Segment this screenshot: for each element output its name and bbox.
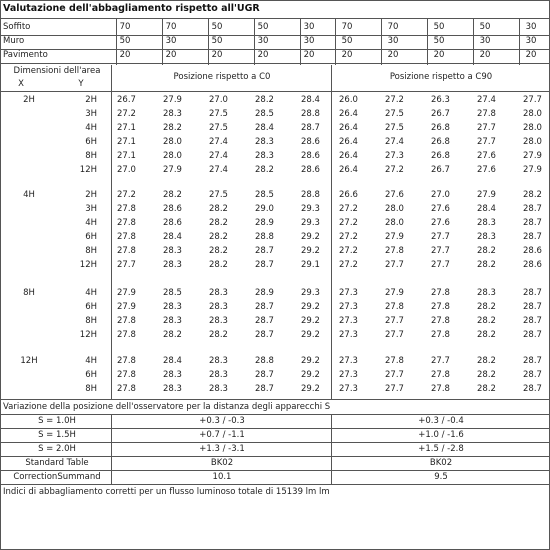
ugr-value-c90: 27.7: [385, 370, 404, 380]
reflectance-value: 30: [479, 36, 491, 46]
rule-reflectance-col: [162, 18, 163, 65]
rule-reflectance-col: [300, 18, 301, 65]
ugr-value-c0: 28.7: [301, 123, 320, 133]
ugr-value-c90: 28.0: [523, 109, 542, 119]
reflectance-value: 20: [433, 50, 445, 60]
ugr-value-c0: 28.8: [301, 109, 320, 119]
reflectance-label: Muro: [3, 36, 25, 46]
ugr-value-c0: 27.0: [117, 165, 136, 175]
ugr-value-c0: 28.3: [163, 246, 182, 256]
ugr-value-c0: 28.2: [163, 123, 182, 133]
dims-header: Dimensioni dell'area: [13, 66, 101, 76]
y-header: Y: [78, 79, 84, 89]
rule-reflectance-col: [427, 18, 428, 65]
ugr-value-c0: 28.4: [163, 232, 182, 242]
ugr-value-c0: 29.3: [301, 218, 320, 228]
ugr-value-c0: 28.4: [255, 123, 274, 133]
reflectance-value: 20: [211, 50, 223, 60]
reflectance-value: 50: [341, 36, 353, 46]
reflectance-value: 20: [387, 50, 399, 60]
ugr-value-c90: 27.6: [431, 204, 450, 214]
ugr-value-c90: 27.6: [477, 165, 496, 175]
ugr-value-c0: 28.7: [255, 246, 274, 256]
reflectance-value: 50: [479, 22, 491, 32]
ugr-value-c90: 28.7: [523, 330, 542, 340]
rule-top: [1, 18, 549, 19]
reflectance-value: 70: [119, 22, 131, 32]
ugr-value-c90: 28.2: [477, 356, 496, 366]
ugr-value-c0: 27.2: [117, 190, 136, 200]
ugr-value-c90: 28.2: [477, 316, 496, 326]
reflectance-value: 50: [433, 22, 445, 32]
ugr-value-c90: 26.4: [339, 151, 358, 161]
ugr-value-c0: 27.1: [117, 151, 136, 161]
ugr-value-c90: 28.7: [523, 232, 542, 242]
ugr-value-c0: 28.8: [301, 190, 320, 200]
ugr-value-c90: 28.2: [477, 370, 496, 380]
ugr-value-c0: 27.8: [117, 204, 136, 214]
ugr-value-c0: 28.3: [255, 137, 274, 147]
rule-reflectance-col: [116, 18, 117, 65]
rule-reflectance-col: [381, 18, 382, 65]
reflectance-value: 50: [211, 36, 223, 46]
ugr-value-c90: 27.9: [385, 232, 404, 242]
ugr-value-c0: 27.0: [209, 95, 228, 105]
ugr-value-c90: 28.7: [523, 370, 542, 380]
ugr-value-c90: 26.8: [431, 151, 450, 161]
ugr-value-c90: 27.7: [385, 260, 404, 270]
ugr-value-c90: 27.2: [385, 95, 404, 105]
group-x: 8H: [23, 288, 35, 298]
ugr-value-c90: 27.5: [385, 109, 404, 119]
ugr-value-c90: 28.7: [523, 218, 542, 228]
ugr-value-c0: 28.2: [209, 260, 228, 270]
ugr-value-c0: 29.3: [301, 288, 320, 298]
ugr-value-c0: 27.8: [117, 232, 136, 242]
ugr-value-c0: 27.8: [117, 218, 136, 228]
ugr-value-c90: 28.4: [477, 204, 496, 214]
ugr-value-c0: 29.2: [301, 302, 320, 312]
reflectance-label: Pavimento: [3, 50, 48, 60]
rule-reflectance-col: [254, 18, 255, 65]
row-y: 12H: [79, 260, 97, 270]
ugr-value-c90: 26.7: [431, 165, 450, 175]
ugr-value-c90: 27.0: [431, 190, 450, 200]
ugr-value-c90: 27.2: [339, 246, 358, 256]
ugr-value-c90: 27.7: [385, 316, 404, 326]
variation-c0: +1.3 / -3.1: [199, 444, 245, 454]
x-header: X: [18, 79, 24, 89]
ugr-value-c90: 27.7: [385, 384, 404, 394]
ugr-value-c0: 28.6: [163, 204, 182, 214]
group-x: 4H: [23, 190, 35, 200]
reflectance-value: 20: [119, 50, 131, 60]
ugr-value-c0: 28.9: [255, 218, 274, 228]
ugr-value-c90: 27.7: [431, 232, 450, 242]
reflectance-value: 20: [303, 50, 315, 60]
ugr-value-c90: 28.2: [477, 260, 496, 270]
ugr-value-c90: 27.3: [339, 288, 358, 298]
ugr-value-c0: 29.2: [301, 356, 320, 366]
ugr-value-c0: 29.0: [255, 204, 274, 214]
rule-reflectance-col: [208, 18, 209, 65]
ugr-value-c90: 27.9: [523, 151, 542, 161]
ugr-value-c90: 27.3: [339, 330, 358, 340]
reflectance-value: 70: [387, 22, 399, 32]
ugr-value-c0: 29.2: [301, 330, 320, 340]
rule-reflectance-col: [335, 18, 336, 65]
ugr-value-c90: 28.2: [523, 190, 542, 200]
ugr-value-c0: 28.0: [163, 137, 182, 147]
ugr-value-c0: 28.2: [209, 204, 228, 214]
variation-c0: +0.3 / -0.3: [199, 416, 245, 426]
ugr-value-c90: 26.4: [339, 109, 358, 119]
row-y: 4H: [85, 123, 97, 133]
ugr-value-c90: 27.8: [477, 109, 496, 119]
reflectance-value: 20: [341, 50, 353, 60]
ugr-value-c90: 26.8: [431, 123, 450, 133]
rule-correction: [1, 484, 549, 485]
pos-c90-header: Posizione rispetto a C90: [389, 72, 493, 82]
ugr-value-c90: 27.8: [431, 302, 450, 312]
ugr-value-c90: 27.2: [339, 204, 358, 214]
ugr-value-c0: 29.3: [301, 204, 320, 214]
table-title: Valutazione dell'abbagliamento rispetto all'UGR: [3, 3, 260, 14]
ugr-value-c90: 27.8: [385, 356, 404, 366]
ugr-value-c90: 28.7: [523, 302, 542, 312]
ugr-value-c90: 28.7: [523, 204, 542, 214]
correction-label: CorrectionSummand: [13, 472, 101, 482]
ugr-value-c0: 28.3: [163, 316, 182, 326]
ugr-value-c90: 26.4: [339, 165, 358, 175]
correction-c90: 9.5: [434, 472, 448, 482]
reflectance-value: 30: [303, 36, 315, 46]
rule-divider-left: [111, 65, 112, 399]
reflectance-value: 30: [525, 22, 537, 32]
variation-c90: +1.5 / -2.8: [418, 444, 464, 454]
reflectance-value: 20: [479, 50, 491, 60]
ugr-value-c90: 28.0: [385, 204, 404, 214]
row-y: 4H: [85, 356, 97, 366]
ugr-value-c0: 27.5: [209, 190, 228, 200]
rule-reflectance-col: [519, 18, 520, 65]
ugr-value-c90: 27.8: [431, 288, 450, 298]
ugr-value-c0: 28.3: [209, 384, 228, 394]
standard-table-c90: BK02: [429, 458, 453, 468]
ugr-value-c0: 28.3: [209, 370, 228, 380]
ugr-value-c0: 28.3: [209, 356, 228, 366]
ugr-value-c90: 28.0: [523, 123, 542, 133]
ugr-value-c90: 26.0: [339, 95, 358, 105]
row-y: 6H: [85, 137, 97, 147]
ugr-value-c90: 27.8: [385, 302, 404, 312]
ugr-value-c90: 28.6: [523, 260, 542, 270]
ugr-value-c0: 29.1: [301, 260, 320, 270]
ugr-value-c0: 28.7: [255, 384, 274, 394]
ugr-value-c0: 28.7: [255, 330, 274, 340]
ugr-value-c0: 28.3: [163, 302, 182, 312]
ugr-value-c0: 28.3: [163, 260, 182, 270]
reflectance-value: 50: [211, 22, 223, 32]
ugr-value-c0: 29.2: [301, 246, 320, 256]
rule-header: [1, 91, 549, 92]
ugr-value-c0: 28.5: [255, 190, 274, 200]
reflectance-value: 50: [433, 36, 445, 46]
row-y: 3H: [85, 109, 97, 119]
ugr-value-c0: 28.0: [163, 151, 182, 161]
ugr-value-c90: 27.2: [339, 218, 358, 228]
ugr-value-c90: 28.2: [477, 384, 496, 394]
ugr-value-c0: 28.4: [163, 356, 182, 366]
ugr-value-c0: 28.3: [163, 109, 182, 119]
ugr-value-c90: 27.9: [477, 190, 496, 200]
ugr-value-c0: 28.7: [255, 370, 274, 380]
rule-reflectance-col: [473, 18, 474, 65]
ugr-value-c90: 26.6: [339, 190, 358, 200]
ugr-value-c0: 28.6: [301, 137, 320, 147]
ugr-value-c90: 28.7: [523, 384, 542, 394]
row-y: 2H: [85, 95, 97, 105]
ugr-value-c0: 28.2: [209, 246, 228, 256]
ugr-value-c90: 27.8: [385, 246, 404, 256]
ugr-value-c90: 27.7: [477, 123, 496, 133]
ugr-value-c0: 27.4: [209, 151, 228, 161]
ugr-value-c0: 28.8: [255, 232, 274, 242]
variation-label: S = 1.0H: [38, 416, 76, 426]
ugr-value-c0: 28.6: [301, 151, 320, 161]
ugr-value-c0: 27.4: [209, 165, 228, 175]
correction-c0: 10.1: [212, 472, 232, 482]
ugr-value-c90: 27.8: [431, 330, 450, 340]
ugr-value-c90: 28.0: [523, 137, 542, 147]
ugr-value-c0: 28.3: [209, 302, 228, 312]
ugr-value-c90: 27.3: [339, 356, 358, 366]
ugr-value-c90: 27.7: [523, 95, 542, 105]
ugr-value-c0: 28.2: [255, 95, 274, 105]
ugr-value-c90: 26.3: [431, 95, 450, 105]
reflectance-value: 30: [257, 36, 269, 46]
ugr-value-c90: 27.6: [385, 190, 404, 200]
group-x: 2H: [23, 95, 35, 105]
ugr-value-c90: 27.7: [431, 356, 450, 366]
row-y: 6H: [85, 370, 97, 380]
ugr-value-c0: 28.2: [209, 232, 228, 242]
ugr-value-c0: 27.4: [209, 137, 228, 147]
ugr-value-c90: 27.6: [431, 218, 450, 228]
variation-c90: +1.0 / -1.6: [418, 430, 464, 440]
ugr-value-c0: 27.1: [117, 137, 136, 147]
ugr-value-c90: 26.4: [339, 137, 358, 147]
ugr-value-c90: 27.2: [385, 165, 404, 175]
ugr-value-c90: 26.4: [339, 123, 358, 133]
ugr-value-c90: 27.5: [385, 123, 404, 133]
reflectance-value: 20: [257, 50, 269, 60]
reflectance-value: 50: [119, 36, 131, 46]
ugr-value-c0: 27.8: [117, 370, 136, 380]
ugr-value-c0: 27.7: [117, 260, 136, 270]
ugr-value-c90: 28.7: [523, 356, 542, 366]
ugr-value-c90: 27.2: [339, 232, 358, 242]
ugr-value-c90: 27.3: [339, 384, 358, 394]
ugr-value-c0: 29.2: [301, 232, 320, 242]
footer-note: Indici di abbagliamento corretti per un flusso luminoso totale di 15139 lm lm: [3, 487, 330, 497]
ugr-value-c90: 27.8: [431, 316, 450, 326]
ugr-value-c0: 28.3: [255, 151, 274, 161]
ugr-value-c0: 28.2: [255, 165, 274, 175]
row-y: 8H: [85, 316, 97, 326]
rule-var-left: [111, 414, 112, 484]
reflectance-value: 70: [341, 22, 353, 32]
ugr-value-c90: 27.4: [477, 95, 496, 105]
row-y: 3H: [85, 204, 97, 214]
ugr-value-c90: 28.7: [523, 316, 542, 326]
reflectance-value: 30: [387, 36, 399, 46]
row-y: 12H: [79, 330, 97, 340]
ugr-value-c0: 28.2: [163, 190, 182, 200]
ugr-value-c0: 27.2: [117, 109, 136, 119]
reflectance-value: 30: [303, 22, 315, 32]
ugr-value-c0: 28.8: [255, 356, 274, 366]
ugr-value-c90: 27.7: [477, 137, 496, 147]
ugr-value-c0: 27.1: [117, 123, 136, 133]
ugr-value-c0: 28.5: [163, 288, 182, 298]
reflectance-value: 30: [165, 36, 177, 46]
ugr-value-c90: 27.7: [431, 260, 450, 270]
ugr-value-c0: 26.7: [117, 95, 136, 105]
pos-c0-header: Posizione rispetto a C0: [173, 72, 271, 82]
variation-label: S = 1.5H: [38, 430, 76, 440]
ugr-value-c90: 26.8: [431, 137, 450, 147]
reflectance-value: 20: [525, 50, 537, 60]
ugr-value-c0: 28.2: [209, 330, 228, 340]
ugr-value-c0: 28.3: [163, 370, 182, 380]
ugr-value-c90: 27.7: [385, 330, 404, 340]
ugr-value-c0: 28.3: [209, 316, 228, 326]
row-y: 6H: [85, 302, 97, 312]
standard-table-label: Standard Table: [25, 458, 89, 468]
ugr-value-c0: 28.3: [209, 288, 228, 298]
rule-variation-top: [1, 399, 549, 400]
ugr-value-c0: 28.9: [255, 288, 274, 298]
ugr-value-c90: 26.7: [431, 109, 450, 119]
ugr-value-c0: 28.6: [301, 165, 320, 175]
ugr-value-c0: 27.9: [117, 302, 136, 312]
ugr-value-c90: 28.2: [477, 330, 496, 340]
reflectance-value: 30: [525, 36, 537, 46]
variation-c90: +0.3 / -0.4: [418, 416, 464, 426]
reflectance-value: 20: [165, 50, 177, 60]
ugr-value-c90: 28.3: [477, 288, 496, 298]
ugr-value-c0: 28.4: [301, 95, 320, 105]
ugr-value-c0: 29.2: [301, 384, 320, 394]
ugr-value-c90: 28.2: [477, 246, 496, 256]
reflectance-value: 70: [165, 22, 177, 32]
ugr-value-c0: 28.2: [163, 330, 182, 340]
ugr-value-c0: 27.8: [117, 330, 136, 340]
row-y: 6H: [85, 232, 97, 242]
row-y: 4H: [85, 288, 97, 298]
ugr-value-c90: 27.3: [339, 302, 358, 312]
ugr-value-c0: 28.6: [163, 218, 182, 228]
row-y: 8H: [85, 151, 97, 161]
row-y: 8H: [85, 384, 97, 394]
ugr-value-c0: 27.8: [117, 246, 136, 256]
ugr-value-c0: 27.8: [117, 384, 136, 394]
variation-c0: +0.7 / -1.1: [199, 430, 245, 440]
ugr-value-c90: 27.3: [339, 316, 358, 326]
row-y: 12H: [79, 165, 97, 175]
standard-table-c0: BK02: [210, 458, 234, 468]
reflectance-value: 50: [257, 22, 269, 32]
ugr-value-c0: 27.8: [117, 316, 136, 326]
ugr-value-c0: 28.2: [209, 218, 228, 228]
ugr-value-c0: 27.5: [209, 123, 228, 133]
ugr-value-c90: 27.4: [385, 137, 404, 147]
ugr-value-c90: 28.7: [523, 288, 542, 298]
row-y: 2H: [85, 190, 97, 200]
rule-var-mid: [331, 414, 332, 484]
ugr-value-c90: 27.3: [385, 151, 404, 161]
ugr-value-c0: 28.7: [255, 260, 274, 270]
ugr-value-c90: 28.6: [523, 246, 542, 256]
ugr-value-c90: 27.6: [477, 151, 496, 161]
ugr-value-c90: 28.3: [477, 218, 496, 228]
ugr-value-c0: 27.9: [163, 165, 182, 175]
ugr-value-c0: 27.9: [163, 95, 182, 105]
rule-reflectance: [1, 63, 549, 64]
row-y: 4H: [85, 218, 97, 228]
variation-label: S = 2.0H: [38, 444, 76, 454]
ugr-value-c0: 27.8: [117, 356, 136, 366]
ugr-value-c0: 28.7: [255, 302, 274, 312]
ugr-value-c0: 28.3: [163, 384, 182, 394]
ugr-value-c0: 27.9: [117, 288, 136, 298]
ugr-value-c90: 27.8: [431, 384, 450, 394]
ugr-value-c90: 28.3: [477, 232, 496, 242]
ugr-value-c0: 28.5: [255, 109, 274, 119]
ugr-value-c90: 27.9: [385, 288, 404, 298]
ugr-value-c0: 29.2: [301, 316, 320, 326]
reflectance-label: Soffito: [3, 22, 31, 32]
ugr-value-c0: 27.5: [209, 109, 228, 119]
ugr-value-c90: 28.0: [385, 218, 404, 228]
ugr-value-c90: 27.7: [431, 246, 450, 256]
ugr-value-c90: 27.8: [431, 370, 450, 380]
ugr-value-c0: 28.7: [255, 316, 274, 326]
ugr-value-c90: 27.3: [339, 370, 358, 380]
variation-title: Variazione della posizione dell'osservatore per la distanza degli apparecchi S: [3, 402, 331, 412]
group-x: 12H: [20, 356, 38, 366]
ugr-value-c90: 27.2: [339, 260, 358, 270]
row-y: 8H: [85, 246, 97, 256]
rule-divider-mid: [331, 65, 332, 399]
ugr-value-c90: 27.9: [523, 165, 542, 175]
ugr-value-c90: 28.2: [477, 302, 496, 312]
ugr-value-c0: 29.2: [301, 370, 320, 380]
